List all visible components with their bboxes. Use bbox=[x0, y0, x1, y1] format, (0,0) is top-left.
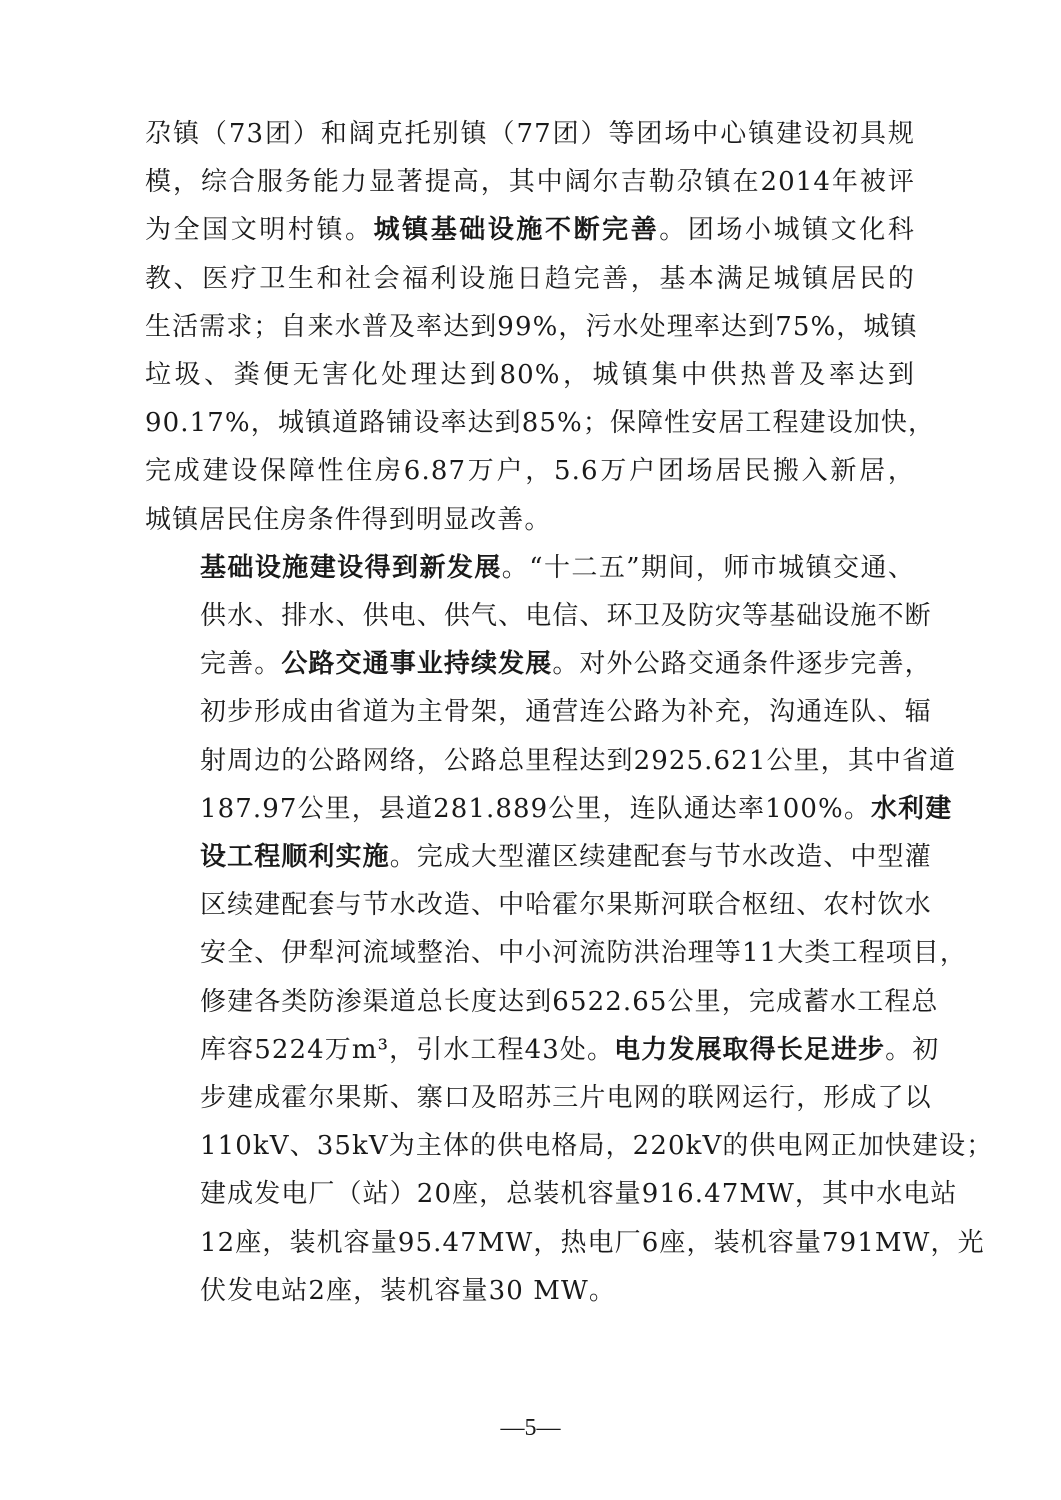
text-segment: 供水、排水、供电、供气、电信、环卫及防灾等基础设施不断 bbox=[200, 601, 932, 632]
text-segment: 110kV、35kV为主体的供电格局，220kV的供电网正加快建设； bbox=[200, 1131, 994, 1162]
text-line bbox=[145, 929, 967, 977]
text-segment: 修建各类防渗渠道总长度达到6522.65公里，完成蓄水工程总 bbox=[200, 986, 939, 1017]
bold-heading-phrase: 公路交通事业持续发展 bbox=[281, 649, 553, 680]
text-segment: 187.97公里，县道281.889公里，连队通达率100%。 bbox=[200, 793, 871, 824]
text-line bbox=[145, 881, 932, 929]
document-body bbox=[145, 110, 994, 1315]
text-segment: 90.17%，城镇道路铺设率达到85%；保障性安居工程建设加快， bbox=[145, 408, 936, 439]
text-segment: 初步形成由省道为主骨架，通营连公路为补充，沟通连队、辐 bbox=[200, 697, 932, 728]
text-segment: 。“十二五”期间，师市城镇交通、 bbox=[501, 552, 916, 583]
text-segment: 垃圾、粪便无害化处理达到80%，城镇集中供热普及率达到 bbox=[145, 360, 915, 391]
text-line bbox=[145, 833, 932, 881]
bold-heading-phrase: 基础设施建设得到新发展 bbox=[200, 552, 502, 583]
text-line bbox=[145, 1170, 958, 1218]
text-segment: 生活需求；自来水普及率达到99%，污水处理率达到75%，城镇 bbox=[145, 311, 918, 342]
text-line bbox=[145, 737, 957, 785]
text-segment: 模，综合服务能力显著提高，其中阔尔吉勒尕镇在2014年被评 bbox=[145, 167, 915, 198]
text-line bbox=[145, 399, 936, 447]
text-segment: 射周边的公路网络，公路总里程达到2925.621公里，其中省道 bbox=[200, 745, 957, 776]
text-segment: 。团场小城镇文化科 bbox=[659, 215, 915, 246]
text-segment: 。完成大型灌区续建配套与节水改造、中型灌 bbox=[389, 842, 932, 873]
text-line bbox=[145, 303, 918, 351]
text-segment: 区续建配套与节水改造、中哈霍尔果斯河联合枢纽、农村饮水 bbox=[200, 890, 932, 921]
text-line bbox=[145, 640, 932, 688]
text-segment: 库容5224万m³，引水工程43处。 bbox=[200, 1034, 615, 1065]
text-segment: 完成建设保障性住房6.87万户，5.6万户团场居民搬入新居， bbox=[145, 456, 915, 487]
paragraph bbox=[145, 110, 936, 544]
text-segment: 尕镇（73团）和阔克托别镇（77团）等团场中心镇建设初具规 bbox=[145, 119, 915, 149]
text-line bbox=[145, 1267, 915, 1315]
bold-heading-phrase: 城镇基础设施不断完善 bbox=[373, 215, 660, 246]
text-segment: 。对外公路交通条件逐步完善， bbox=[552, 649, 932, 680]
text-line bbox=[145, 110, 915, 158]
text-line bbox=[145, 496, 915, 544]
text-line bbox=[145, 978, 939, 1026]
text-line bbox=[145, 785, 953, 833]
page-number: —5— bbox=[500, 1415, 561, 1441]
text-segment: 伏发电站2座，装机容量30 MW。 bbox=[200, 1275, 616, 1306]
text-segment: 完善。 bbox=[200, 649, 282, 680]
text-segment: 步建成霍尔果斯、寨口及昭苏三片电网的联网运行，形成了以 bbox=[200, 1083, 932, 1114]
bold-heading-phrase: 电力发展取得长足进步 bbox=[614, 1034, 886, 1065]
text-segment: 。初 bbox=[885, 1034, 940, 1065]
text-line bbox=[145, 592, 932, 640]
text-segment: 建成发电厂（站）20座，总装机容量916.47MW，其中水电站 bbox=[200, 1179, 958, 1210]
text-segment: 12座，装机容量95.47MW，热电厂6座，装机容量791MW，光 bbox=[200, 1227, 985, 1258]
text-line bbox=[145, 688, 932, 736]
paragraph bbox=[145, 544, 994, 1315]
bold-heading-phrase: 水利建 bbox=[870, 793, 953, 824]
text-line bbox=[145, 351, 915, 399]
text-line bbox=[145, 1026, 940, 1074]
text-line bbox=[145, 158, 915, 206]
text-line bbox=[145, 255, 915, 303]
bold-heading-phrase: 设工程顺利实施 bbox=[200, 842, 390, 873]
text-line bbox=[145, 1219, 985, 1267]
text-line bbox=[145, 447, 915, 495]
text-line bbox=[145, 1122, 994, 1170]
text-line bbox=[145, 1074, 932, 1122]
text-segment: 城镇居民住房条件得到明显改善。 bbox=[145, 504, 552, 535]
text-line bbox=[145, 206, 915, 254]
text-segment: 为全国文明村镇。 bbox=[145, 215, 374, 246]
text-segment: 安全、伊犁河流域整治、中小河流防洪治理等11大类工程项目， bbox=[200, 938, 967, 969]
text-line bbox=[145, 544, 915, 592]
text-segment: 教、医疗卫生和社会福利设施日趋完善，基本满足城镇居民的 bbox=[145, 263, 915, 294]
